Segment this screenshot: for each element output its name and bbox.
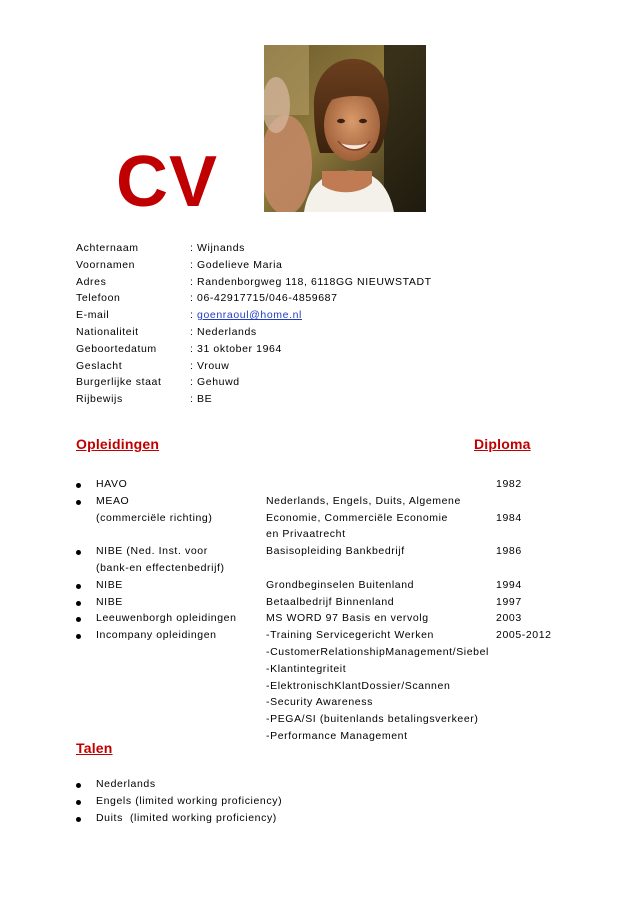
personal-value: : Vrouw (190, 359, 230, 372)
language-item (76, 793, 576, 810)
personal-row-burgerlijke-staat (76, 374, 576, 391)
personal-value (190, 307, 302, 324)
personal-row-geboortedatum (76, 341, 576, 358)
language-item (76, 810, 576, 827)
education-diploma: -Klantintegriteit (266, 662, 347, 675)
education-school: (bank-en effectenbedrijf) (96, 561, 225, 574)
bullet-icon (76, 617, 81, 622)
education-school: NIBE (96, 595, 123, 608)
personal-label: Adres (76, 275, 107, 288)
language-label: Nederlands (96, 778, 156, 790)
education-year: 1982 (496, 478, 522, 490)
bullet-icon (76, 483, 81, 488)
education-year: 1986 (496, 545, 522, 558)
education-year: 1984 (496, 511, 522, 524)
personal-label: Achternaam (76, 242, 139, 254)
education-year: 1994 (496, 578, 522, 591)
personal-row-achternaam (76, 240, 576, 257)
bullet-icon (76, 601, 81, 606)
education-row (76, 526, 576, 543)
personal-label: E-mail (76, 309, 110, 322)
personal-row-nationaliteit (76, 324, 576, 341)
language-label: Engels (limited working proficiency) (96, 794, 283, 807)
personal-row-rijbewijs (76, 391, 576, 408)
personal-value: : 31 oktober 1964 (190, 342, 282, 355)
education-row (76, 728, 576, 745)
personal-row-adres (76, 274, 576, 291)
education-year: 2003 (496, 612, 522, 625)
personal-row-email (76, 307, 576, 324)
education-row (76, 594, 576, 611)
personal-label: Nationaliteit (76, 325, 139, 338)
personal-details (76, 240, 576, 408)
education-row (76, 543, 576, 560)
education-row (76, 476, 576, 493)
education-diploma: Basisopleiding Bankbedrijf (266, 545, 405, 558)
education-row (76, 694, 576, 711)
education-row (76, 711, 576, 728)
education-diploma: -CustomerRelationshipManagement/Siebel (266, 645, 489, 658)
education-row (76, 661, 576, 678)
personal-label: Burgerlijke staat (76, 376, 162, 389)
bullet-icon (76, 800, 81, 805)
personal-label: Voornamen (76, 258, 136, 271)
email-link[interactable]: goenraoul@home.nl (197, 309, 302, 322)
education-row (76, 577, 576, 594)
education-school: NIBE (96, 578, 123, 591)
personal-value: : 06-42917715/046-4859687 (190, 292, 338, 305)
education-diploma: -ElektronischKlantDossier/Scannen (266, 679, 451, 692)
education-diploma: en Privaatrecht (266, 528, 346, 541)
education-school: Incompany opleidingen (96, 629, 217, 642)
education-row (76, 493, 576, 510)
personal-value: : Wijnands (190, 242, 246, 254)
education-list (76, 476, 576, 745)
education-school: MEAO (96, 494, 130, 507)
education-year: 1997 (496, 595, 522, 608)
personal-row-geslacht (76, 358, 576, 375)
education-diploma: Nederlands, Engels, Duits, Algemene (266, 494, 461, 507)
personal-value: : Godelieve Maria (190, 258, 283, 271)
education-school: Leeuwenborgh opleidingen (96, 612, 237, 625)
education-diploma: Betaalbedrijf Binnenland (266, 595, 395, 608)
language-item (76, 776, 576, 793)
personal-row-voornamen (76, 257, 576, 274)
bullet-icon (76, 817, 81, 822)
education-school: NIBE (Ned. Inst. voor (96, 545, 208, 558)
personal-value: : Gehuwd (190, 376, 240, 389)
personal-value: : Nederlands (190, 325, 257, 338)
bullet-icon (76, 584, 81, 589)
education-diploma: Economie, Commerciële Economie (266, 511, 448, 524)
bullet-icon (76, 550, 81, 555)
diploma-heading: Diploma (474, 436, 531, 452)
education-row (76, 627, 576, 644)
personal-label: Geboortedatum (76, 342, 157, 355)
bullet-icon (76, 634, 81, 639)
education-heading: Opleidingen (76, 436, 160, 452)
page-title: CV (116, 142, 219, 222)
personal-row-telefoon (76, 290, 576, 307)
personal-value: : Randenborgweg 118, 6118GG NIEUWSTADT (190, 275, 432, 288)
personal-value: : BE (190, 393, 213, 406)
email-prefix: : (190, 309, 198, 322)
education-year: 2005-2012 (496, 629, 552, 642)
personal-label: Geslacht (76, 359, 123, 372)
education-row (76, 560, 576, 577)
education-diploma: -Training Servicegericht Werken (266, 629, 434, 642)
profile-photo (264, 45, 426, 212)
personal-label: Rijbewijs (76, 393, 123, 406)
education-row (76, 678, 576, 695)
education-diploma: -PEGA/SI (buitenlands betalingsverkeer) (266, 713, 479, 726)
languages-heading: Talen (76, 740, 113, 756)
education-row (76, 510, 576, 527)
languages-list (76, 776, 576, 826)
education-diploma: MS WORD 97 Basis en vervolg (266, 612, 429, 625)
bullet-icon (76, 500, 81, 505)
bullet-icon (76, 783, 81, 788)
language-label: Duits (limited working proficiency) (96, 811, 277, 824)
education-diploma: -Security Awareness (266, 696, 373, 709)
education-school: HAVO (96, 478, 128, 490)
education-diploma: -Performance Management (266, 729, 408, 742)
education-row (76, 644, 576, 661)
education-row (76, 610, 576, 627)
education-school: (commerciële richting) (96, 511, 213, 524)
personal-label: Telefoon (76, 292, 121, 305)
education-diploma: Grondbeginselen Buitenland (266, 578, 415, 591)
